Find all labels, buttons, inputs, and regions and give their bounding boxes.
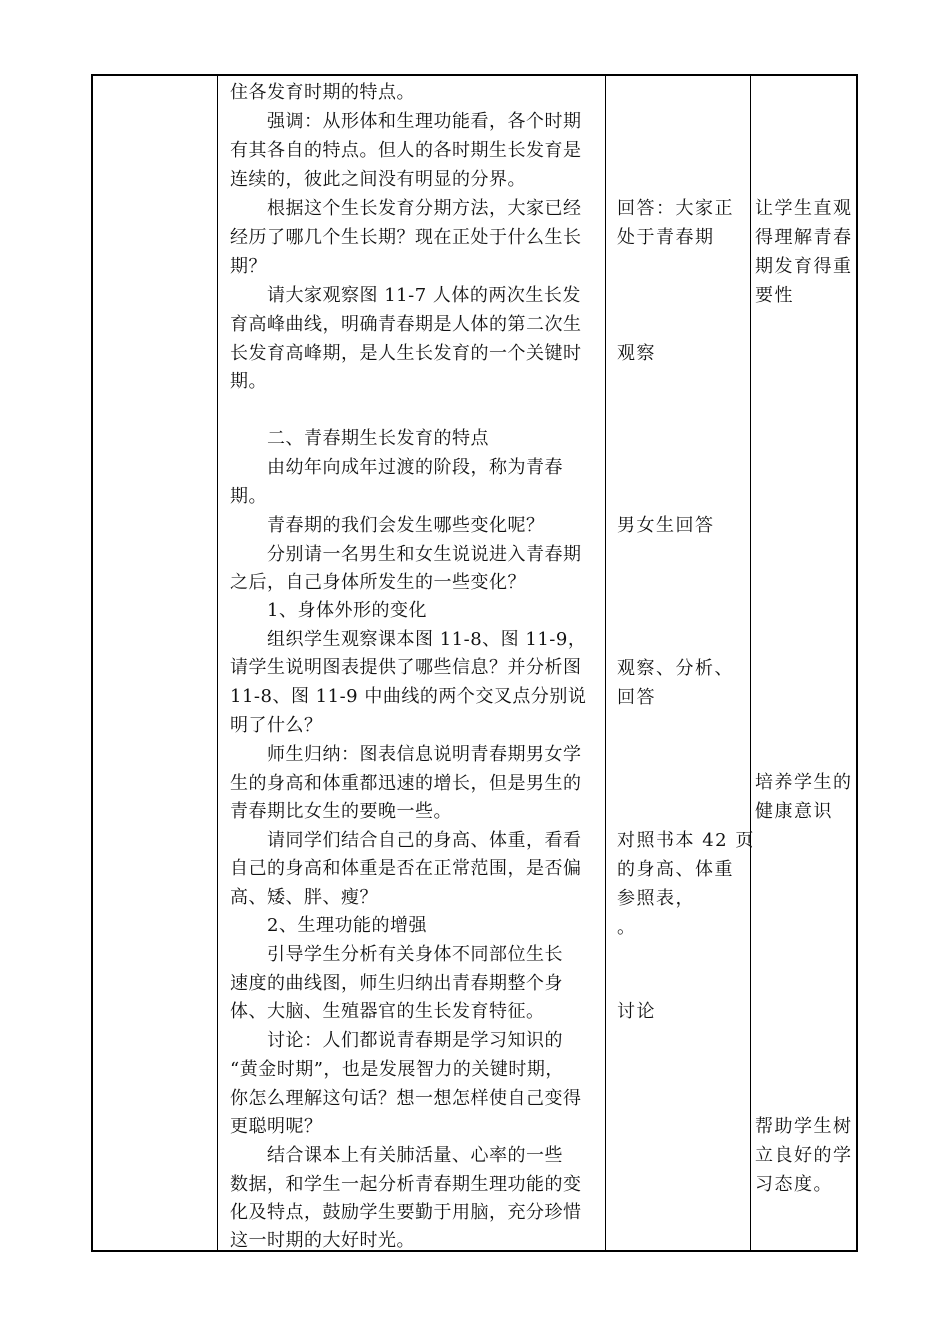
text-line: 男女生回答 <box>617 515 715 536</box>
text-line: 立良好的学 <box>755 1145 853 1166</box>
lesson-plan-table <box>91 74 858 1252</box>
text-line: 回答：大家正 <box>617 198 734 219</box>
column-divider <box>750 76 751 1250</box>
text-line: 之后，自己身体所发生的一些变化？ <box>230 572 526 593</box>
text-line: 的身高、体重 <box>617 859 734 880</box>
text-line: 请学生说明图表提供了哪些信息？并分析图 <box>230 657 582 678</box>
text-line: 强调：从形体和生理功能看，各个时期 <box>230 111 582 132</box>
text-line: 连续的，彼此之间没有明显的分界。 <box>230 169 526 190</box>
text-line: 期。 <box>230 371 267 392</box>
text-line: 由幼年向成年过渡的阶段，称为青春 <box>230 457 563 478</box>
text-line: 期发育得重 <box>755 256 853 277</box>
text-line: 引导学生分析有关身体不同部位生长 <box>230 944 563 965</box>
text-line: 自己的身高和体重是否在正常范围，是否偏 <box>230 858 582 879</box>
subsection-heading: 1、身体外形的变化 <box>230 600 427 621</box>
text-line: 请大家观察图 11-7 人体的两次生长发 <box>230 285 581 306</box>
text-line: 青春期比女生的要晚一些。 <box>230 801 452 822</box>
text-line: “黄金时期”，也是发展智力的关键时期， <box>230 1059 564 1080</box>
text-line: 参照表， <box>617 888 695 909</box>
text-line: 青春期的我们会发生哪些变化呢？ <box>230 515 545 536</box>
text-line: 对照书本 42 页 <box>617 830 755 851</box>
text-line: 这一时期的大好时光。 <box>230 1230 415 1251</box>
text-line: 结合课本上有关肺活量、心率的一些 <box>230 1145 563 1166</box>
text-line: 请同学们结合自己的身高、体重，看看 <box>230 830 582 851</box>
text-line: 讨论 <box>617 1001 656 1022</box>
text-line: 组织学生观察课本图 11-8、图 11-9， <box>230 629 587 650</box>
text-line: 处于青春期 <box>617 227 715 248</box>
text-line: 观察、分析、 <box>617 658 734 679</box>
text-line: 体、大脑、生殖器官的生长发育特征。 <box>230 1001 545 1022</box>
text-line: 讨论：人们都说青春期是学习知识的 <box>230 1030 563 1051</box>
text-line: 有其各自的特点。但人的各时期生长发育是 <box>230 140 582 161</box>
text-line: 高、矮、胖、瘦？ <box>230 887 378 908</box>
text-line: 分别请一名男生和女生说说进入青春期 <box>230 544 582 565</box>
text-line: 要性 <box>755 285 794 306</box>
text-line: 师生归纳：图表信息说明青春期男女学 <box>230 744 582 765</box>
text-line: 让学生直观 <box>755 198 853 219</box>
text-line: 健康意识 <box>755 801 833 822</box>
text-line: 培养学生的 <box>755 772 853 793</box>
text-line: 帮助学生树 <box>755 1116 853 1137</box>
text-line: 住各发育时期的特点。 <box>230 82 415 103</box>
text-line: 。 <box>617 917 637 938</box>
text-line: 经历了哪几个生长期？现在正处于什么生长 <box>230 227 582 248</box>
section-heading: 二、青春期生长发育的特点 <box>230 428 489 449</box>
text-line: 习态度。 <box>755 1174 833 1195</box>
column-divider <box>217 76 218 1250</box>
subsection-heading: 2、生理功能的增强 <box>230 915 427 936</box>
text-line: 根据这个生长发育分期方法，大家已经 <box>230 198 582 219</box>
text-line: 期？ <box>230 256 267 277</box>
text-line: 长发育高峰期，是人生长发育的一个关键时 <box>230 343 582 364</box>
text-line: 11-8、图 11-9 中曲线的两个交叉点分别说 <box>230 686 587 707</box>
text-line: 期。 <box>230 486 267 507</box>
text-line: 更聪明呢？ <box>230 1116 323 1137</box>
text-line: 数据，和学生一起分析青春期生理功能的变 <box>230 1174 582 1195</box>
text-line: 速度的曲线图，师生归纳出青春期整个身 <box>230 973 563 994</box>
text-line: 育高峰曲线，明确青春期是人体的第二次生 <box>230 314 582 335</box>
text-line: 明了什么？ <box>230 715 323 736</box>
text-line: 化及特点，鼓励学生要勤于用脑，充分珍惜 <box>230 1202 582 1223</box>
column-divider <box>605 76 606 1250</box>
text-line: 你怎么理解这句话？想一想怎样使自己变得 <box>230 1088 582 1109</box>
text-line: 得理解青春 <box>755 227 853 248</box>
text-line: 观察 <box>617 343 656 364</box>
text-line: 回答 <box>617 687 656 708</box>
text-line: 生的身高和体重都迅速的增长，但是男生的 <box>230 773 582 794</box>
